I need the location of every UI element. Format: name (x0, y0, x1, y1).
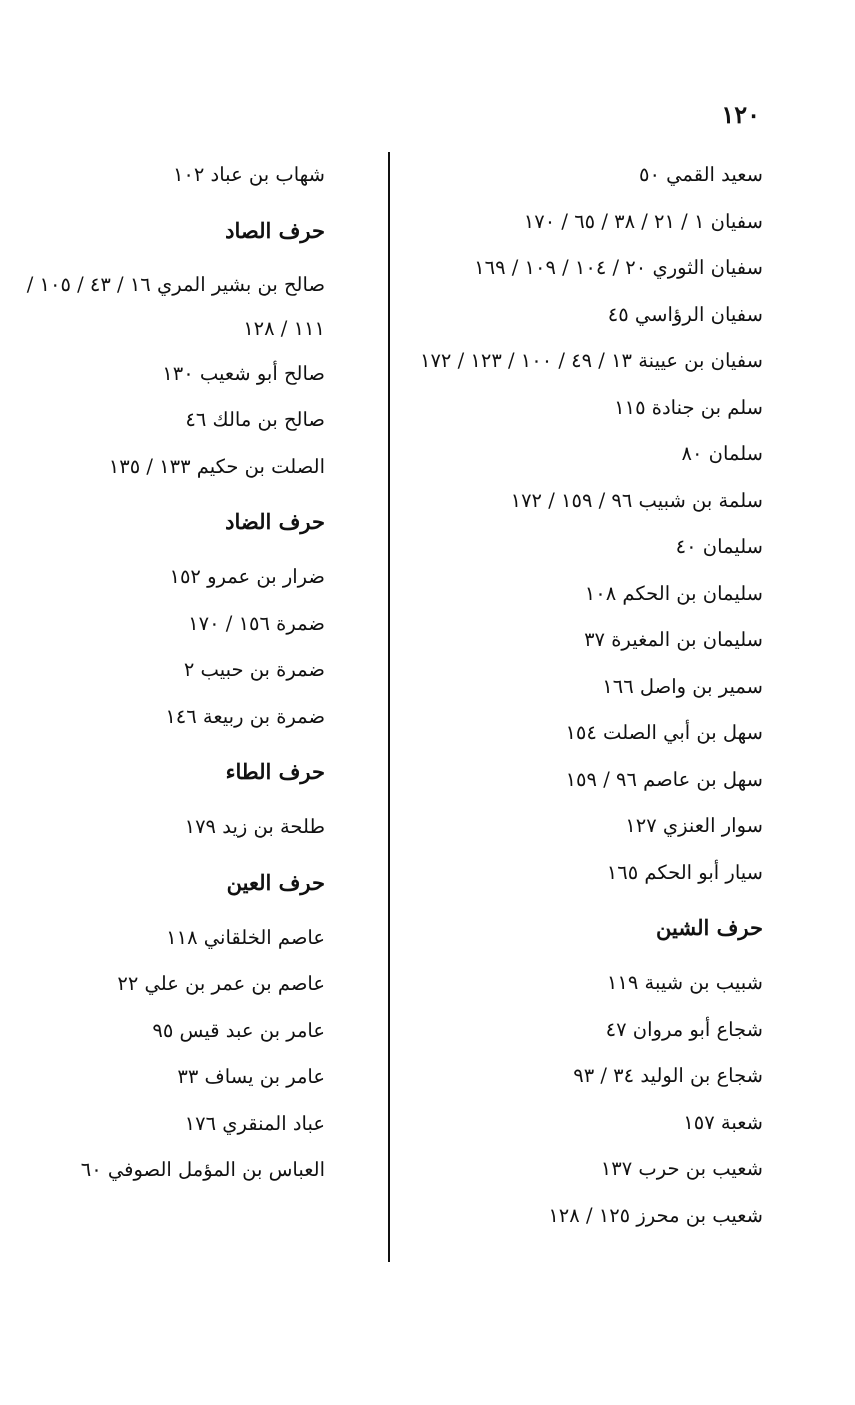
section-heading: حرف الطاء (225, 759, 325, 784)
index-entry: صالح بن بشير المري ١٦ / ٤٣ / ١٠٥ / ١١١ / ١٢٨ (26, 272, 325, 340)
section-heading: حرف العين (226, 869, 325, 895)
index-entry: سليمان بن المغيرة ٣٧ (584, 628, 763, 651)
column-divider (388, 152, 390, 1262)
index-entry: سهل بن أبي الصلت ١٥٤ (565, 721, 763, 744)
index-entry: سعيد القمي ٥٠ (639, 163, 763, 186)
index-entry: عامر بن يساف ٣٣ (177, 1065, 325, 1088)
index-entry: شجاع بن الوليد ٣٤ / ٩٣ (573, 1064, 763, 1087)
index-entry: سمير بن واصل ١٦٦ (602, 674, 763, 698)
index-entry: عباد المنقري ١٧٦ (184, 1111, 325, 1135)
index-entry: سفيان الثوري ٢٠ / ١٠٤ / ١٠٩ / ١٦٩ (474, 256, 763, 279)
index-entry: ضمرة بن حبيب ٢ (183, 658, 325, 681)
index-entry: سفيان بن عيينة ١٣ / ٤٩ / ١٠٠ / ١٢٣ / ١٧٢ (419, 349, 763, 372)
section-heading: حرف الضاد (225, 509, 325, 534)
index-entry: سهل بن عاصم ٩٦ / ١٥٩ (565, 767, 763, 791)
index-entry: سليمان بن الحكم ١٠٨ (584, 581, 763, 605)
section-heading: حرف الصاد (225, 217, 325, 243)
index-entry: شهاب بن عباد ١٠٢ (172, 163, 325, 186)
index-entry: طلحة بن زيد ١٧٩ (184, 815, 325, 838)
index-entry: سوار العنزي ١٢٧ (625, 814, 763, 837)
index-entry: سلمة بن شبيب ٩٦ / ١٥٩ / ١٧٢ (510, 488, 763, 512)
index-entry: سلم بن جنادة ١١٥ (614, 395, 763, 419)
index-entry: عامر بن عبد قيس ٩٥ (152, 1018, 325, 1042)
index-entry: شبيب بن شيبة ١١٩ (606, 971, 763, 994)
index-entry: سيار أبو الحكم ١٦٥ (606, 860, 763, 884)
index-entry: شجاع أبو مروان ٤٧ (605, 1017, 763, 1041)
page-number: ١٢٠ (721, 100, 760, 129)
index-entry: شعبة ١٥٧ (683, 1110, 763, 1134)
index-entry: العباس بن المؤمل الصوفي ٦٠ (80, 1158, 325, 1181)
index-column-left (0, 152, 325, 1194)
index-entry: سفيان الرؤاسي ٤٥ (607, 302, 763, 326)
index-entry: صالح أبو شعيب ١٣٠ (162, 361, 325, 385)
index-entry: ضمرة بن ربيعة ١٤٦ (165, 704, 325, 728)
index-entry: ضرار بن عمرو ١٥٢ (169, 565, 325, 588)
index-entry: ضمرة ١٥٦ / ١٧٠ (188, 611, 325, 635)
index-entry: سفيان ١ / ٢١ / ٣٨ / ٦٥ / ١٧٠ (523, 209, 763, 233)
index-entry: سليمان ٤٠ (675, 535, 763, 558)
index-column-right (363, 152, 763, 1239)
index-entry: عاصم الخلقاني ١١٨ (166, 925, 325, 949)
index-entry: صالح بن مالك ٤٦ (185, 408, 325, 431)
index-entry: سلمان ٨٠ (681, 442, 763, 465)
index-entry: شعيب بن حرب ١٣٧ (600, 1157, 763, 1180)
index-entry: شعيب بن محرز ١٢٥ / ١٢٨ (548, 1203, 763, 1227)
index-entry: عاصم بن عمر بن علي ٢٢ (117, 972, 325, 995)
section-heading: حرف الشين (656, 915, 763, 940)
index-entry: الصلت بن حكيم ١٣٣ / ١٣٥ (108, 454, 325, 478)
